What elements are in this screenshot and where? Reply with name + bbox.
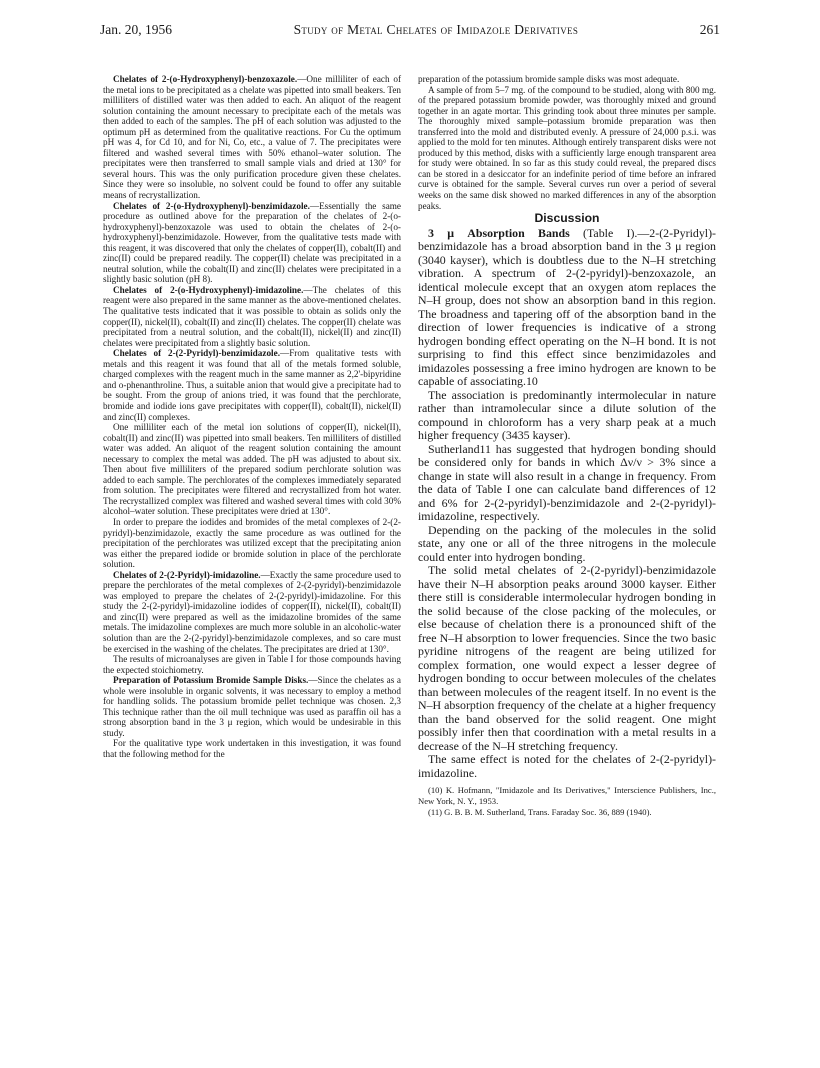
page-number: 261 xyxy=(699,22,720,37)
paragraph xyxy=(103,285,401,348)
paragraph xyxy=(103,201,401,285)
paragraph-text: For the qualitative type work undertaken in this investigation, it was found that the following method for the xyxy=(103,738,401,759)
paragraph xyxy=(103,74,401,201)
paragraph-lead: 3 μ Absorption Bands xyxy=(428,225,570,240)
paragraph xyxy=(103,675,401,738)
paragraph-text: —The chelates of this reagent were also prepared in the same manner as the above-mentioned chelates. The qualitative tests indicated that it was possible to obtain as solids only the copper(II), nickel(II), cobalt(II) and zinc(II) chelates. The copper(II) chelate was precipitated from a neutral solution, and the cobalt(II), nickel(II) and zinc(II) chelates were precipitated from a slightly basic solution. xyxy=(103,284,401,348)
paragraph-text: preparation of the potassium bromide sample disks was most adequate. xyxy=(418,74,680,84)
paragraph-text: The same effect is noted for the chelates of 2-(2-pyridyl)-imidazoline. xyxy=(418,752,716,780)
paragraph-text: —Exactly the same procedure used to prepare the perchlorates of the metal complexes of 2-(2-pyridyl)-benzimidazole was employed to prepare the chelates of 2-(2-pyridyl)-imidazoline. For this study the 2-(2-pyridyl)-imidazoline iodides of copper(II), nickel(II), cobalt(II) and zinc(II) were prepared as well as the imidazoline bromides of the same metals. The imidazoline complexes are much more soluble in an alcoholic-water solution than are the 2-(2-pyridyl)-benzimidazole complexes, and so care must be exercised in the washing of the chelates. The precipitates are dried at 130°. xyxy=(103,569,401,654)
paragraph-text: (Table I).—2-(2-Pyridyl)-benzimidazole has a broad absorption band in the 3 μ region (3040 kayser), which is doubtless due to the N–H stretching vibration. A spectrum of 2-(2-pyridyl)-benzoxazole, an identical molecule except that an oxygen atom replaces the N–H group, does not show an absorption band in this region. The broadness and tapering off of the absorption band in the direction of lower frequencies is indicative of a strong hydrogen bonding effect operating on the N–H bond. It is not surprising to find this effect since benzimidazoles and imidazoles possessing a free imino hydrogen are known to be capable of associating.10 xyxy=(418,225,716,389)
left-column xyxy=(103,74,401,760)
paragraph-text: Sutherland11 has suggested that hydrogen bonding should be considered only for bands in which Δν/ν > 3% since a change in state will also result in a change in frequency. From the data of Table I one can calculate band differences of 12 and 6% for 2-(2-pyridyl)-benzimidazole and 2-(2-pyridyl)-imidazoline, respectively. xyxy=(418,441,716,524)
paragraph xyxy=(418,564,716,753)
paragraph xyxy=(418,753,716,780)
reference-item: (10) K. Hofmann, "Imidazole and Its Derivatives," Interscience Publishers, Inc., New York, N. Y., 1953. xyxy=(418,785,716,807)
section-heading-discussion: Discussion xyxy=(534,211,600,226)
paragraph xyxy=(418,227,716,389)
paragraph-text: —Essentially the same procedure as outlined above for the preparation of the chelates of 2-(o-hydroxyphenyl)-benzoxazole was used to obtain the chelates of 2-(o-hydroxyphenyl)-benzimidazole. However, from the qualitative tests made with this reagent, it was discovered that only the chelates of copper(II), cobalt(II) and zinc(II) could be prepared readily. The copper(II) chelate was precipitated in a neutral solution, while the cobalt(II) and zinc(II) chelates were precipitated in a slightly basic solution (pH 8). xyxy=(103,200,401,285)
paragraph-lead: Chelates of 2-(o-Hydroxyphenyl)-imidazoline. xyxy=(113,284,304,295)
discussion-body xyxy=(418,227,716,781)
page-header xyxy=(100,20,720,40)
references xyxy=(418,785,716,818)
header-date: Jan. 20, 1956 xyxy=(100,22,172,37)
paragraph-lead: Chelates of 2-(o-Hydroxyphenyl)-benzimidazole. xyxy=(113,200,310,211)
paragraph xyxy=(103,422,401,517)
paragraph xyxy=(418,443,716,524)
paragraph xyxy=(103,738,401,759)
paragraph xyxy=(103,348,401,422)
paragraph-lead: Chelates of 2-(o-Hydroxyphenyl)-benzoxazole. xyxy=(113,74,298,84)
paragraph-text: —One milliliter of each of the metal ions to be precipitated as a chelate was pipetted into small beakers. Ten milliliters of distilled water was then added to each. An aliquot of the reagent solution containing the amount necessary to precipitate each of the metals was then added to each of the samples. The pH of each solution was adjusted to the optimum pH as determined from the qualitative reactions. For Cu the optimum pH was 4, for Cd 10, and for Ni, Co, etc., a value of 7. The precipitates were filtered and washed several times with 50% ethanol–water solution. The precipitates were then transferred to small sample vials and dried at 130° for several hours. This was the only purification procedure given these chelates. Since they were so insoluble, no solvent could be found to offer any suitable means of recrystallization. xyxy=(103,74,401,201)
paragraph-text: —Since the chelates as a whole were insoluble in organic solvents, it was necessary to employ a method for handling solids. The potassium bromide pellet technique was chosen. 2,3 This technique rather than the oil mull technique was used as paraffin oil has a strong absorption band in the 3 μ region, which would be undesirable in this study. xyxy=(103,675,402,738)
paragraph-text: The association is predominantly intermolecular in nature rather than intramolecular since a dilute solution of the compound in chloroform has a very sharp peak at a much higher frequency (3435 kayser). xyxy=(418,387,716,443)
running-title: Study of Metal Chelates of Imidazole Derivatives xyxy=(293,22,579,37)
paragraph-text: The results of microanalyses are given in Table I for those compounds having the expected stoichiometry. xyxy=(103,654,401,675)
paragraph xyxy=(418,389,716,443)
paragraph xyxy=(418,85,716,212)
paragraph xyxy=(418,74,716,85)
paragraph-lead: Chelates of 2-(2-Pyridyl)-benzimidazole. xyxy=(113,348,280,359)
paragraph xyxy=(103,654,401,675)
paragraph xyxy=(103,570,401,654)
paragraph-text: In order to prepare the iodides and bromides of the metal complexes of 2-(2-pyridyl)-benzimidazole, exactly the same procedure as was outlined for the precipitation of the perchlorates was utilized except that the precipitating anion was either the prepared iodide or bromide solution in place of the perchlorate solution. xyxy=(103,516,401,570)
right-column xyxy=(418,74,716,818)
paragraph-text: The solid metal chelates of 2-(2-pyridyl)-benzimidazole have their N–H absorption peaks around 3000 kayser. Either there still is considerable intermolecular hydrogen bonding in the solid because of the close packing of the molecules, or else because of chelation there is a pronounced shift of the free N–H absorption to lower frequencies. Since the two basic pyridine nitrogens of the reagent are being utilized for complex formation, one would expect a lesser degree of hydrogen bonding to occur between molecules of the chelates than between molecules of the reagent itself. In no event is the N–H absorption frequency of the chelate at a higher frequency than the band observed for the solid reagent. One might possibly infer then that coordination with a metal results in a decrease of the N–H stretching frequency. xyxy=(418,563,716,753)
paragraph-text: —From qualitative tests with metals and this reagent it was found that all of the metals formed soluble, charged complexes with the reagent much in the same manner as 2,2'-bipyridine and o-phenanthroline. Thus, a suitable anion that would give a precipitate had to be sought. From the group of anions tried, it was found that the perchlorate, bromide and iodide ions gave precipitates with copper(II), cobalt(II), nickel(II) and zinc(II) complexes. xyxy=(103,348,401,422)
reference-item: (11) G. B. B. M. Sutherland, Trans. Faraday Soc. 36, 889 (1940). xyxy=(428,807,652,818)
paragraph xyxy=(103,517,401,570)
paragraph-lead: Chelates of 2-(2-Pyridyl)-imidazoline. xyxy=(113,569,261,580)
paragraph xyxy=(418,524,716,565)
paragraph-text: Depending on the packing of the molecules in the solid state, any one or all of the three nitrogens in the molecule could enter into hydrogen bonding. xyxy=(418,522,716,564)
paragraph-text: One milliliter each of the metal ion solutions of copper(II), nickel(II), cobalt(II) and zinc(II) was pipetted into small beakers. Ten milliliters of distilled water was added. An aliquot of the reagent solution containing the amount necessary to complex the metal was added. The pH was adjusted to about six. Then about five milliliters of the prepared sodium perchlorate solution was added to each sample. The perchlorates of the complexes immediately separated from solution. The precipitates were filtered and recrystallized from hot water. The recrystallized complex was filtered and washed several times with cold 30% alcohol–water solution. These precipitates were dried at 130°. xyxy=(103,422,401,517)
paragraph-lead: Preparation of Potassium Bromide Sample Disks. xyxy=(113,675,309,686)
paragraph-text: A sample of from 5–7 mg. of the compound to be studied, along with 800 mg. of the prepared potassium bromide powder, was thoroughly mixed and ground together in an agate mortar. This grinding took about three minutes per sample. The thoroughly mixed sample–potassium bromide preparation was then transferred into the mold and distributed evenly. A pressure of 24,000 p.s.i. was applied to the mold for ten minutes. Although entirely transparent disks were not produced by this method, disks with a sufficiently large enough transparent area for study were obtained. In so far as this study could reveal, the prepared discs can be stored in a desiccator for an indefinite period of time before an infrared curve is obtained for the sample. Several curves run over a period of several weeks on the same disk showed no marked differences in any of the absorption peaks. xyxy=(418,84,716,211)
